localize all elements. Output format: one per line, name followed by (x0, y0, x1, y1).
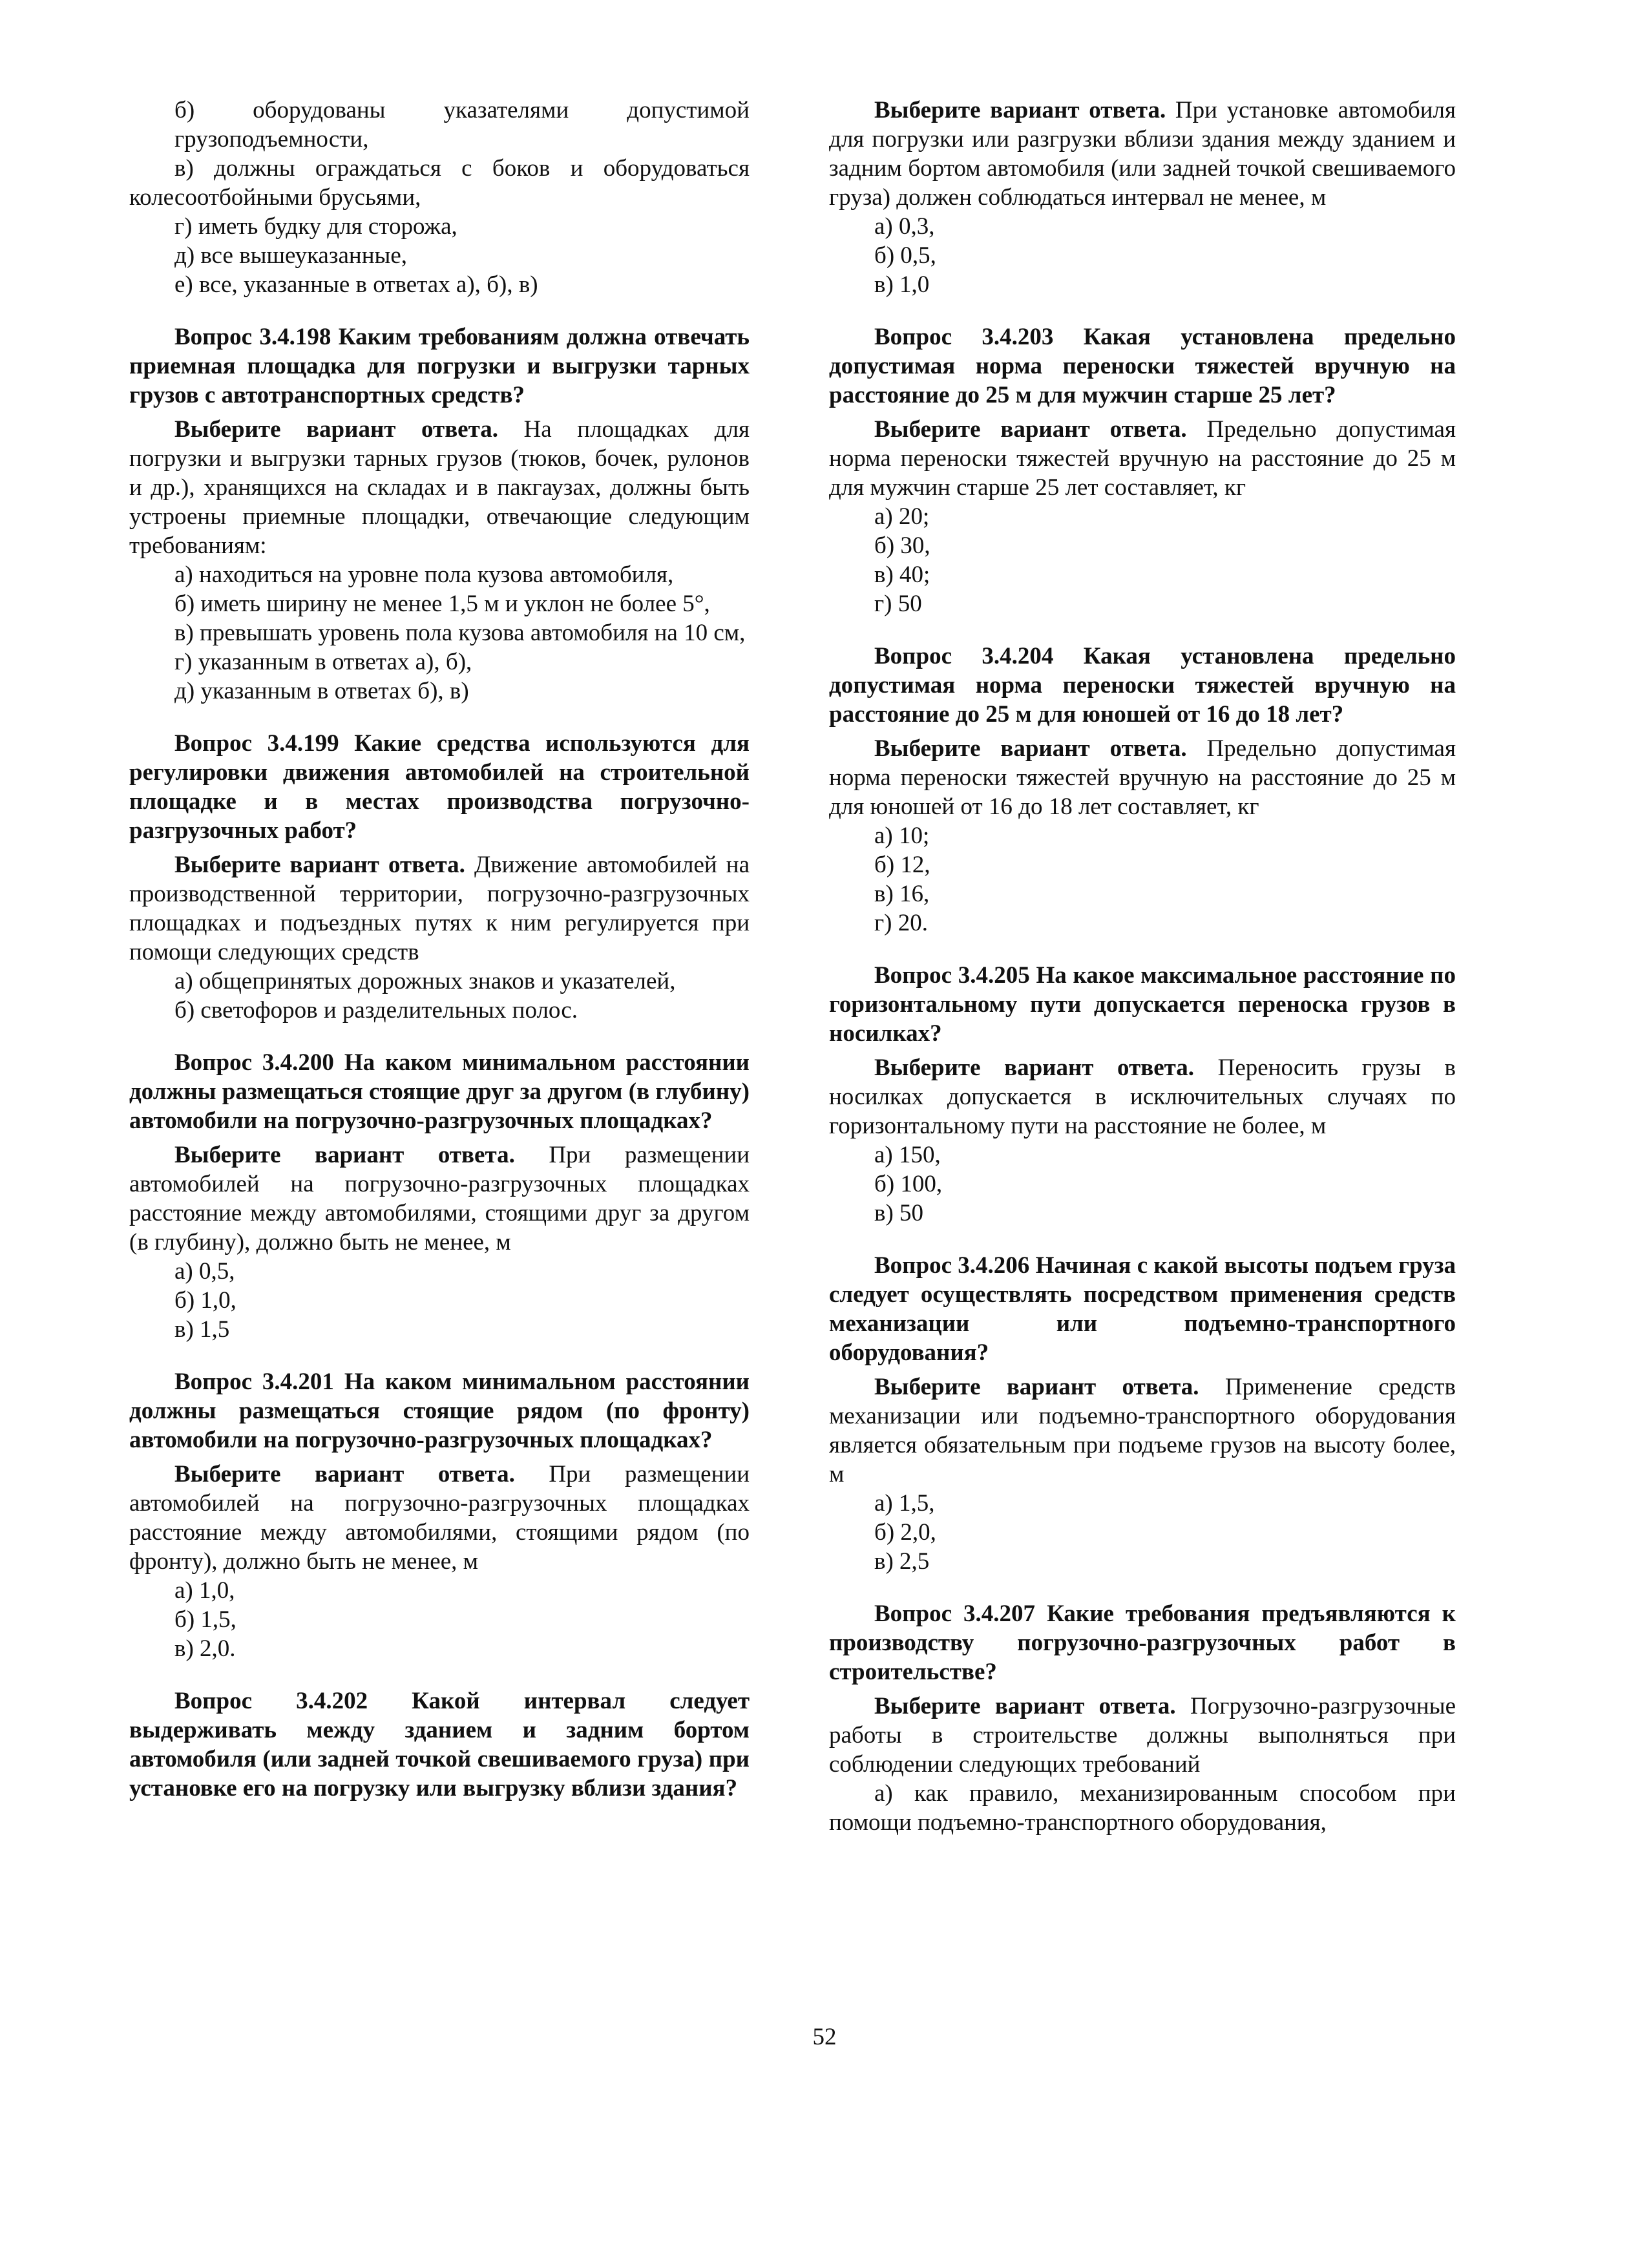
list-item: б) 0,5, (874, 242, 936, 269)
answer-body: При размещении автомобилей на погрузочно-разгрузочных площадках расстояние между автомобилями, стоящими рядом (по фронту), должно быть не менее, м (129, 1461, 750, 1575)
list-item: б) 12, (874, 852, 930, 878)
list-item: е) все, указанные в ответах а), б), в) (174, 271, 538, 298)
question-heading: Вопрос 3.4.207 Какие требования предъявляются к производству погрузочно-разгрузочных работ в строительстве? (829, 1601, 1456, 1685)
list-item: а) 1,0, (174, 1577, 235, 1604)
answer-body: При установке автомобиля для погрузки или разгрузки вблизи здания между зданием и задним бортом автомобиля (или задней точкой свешиваемого груза) должен соблюдаться интервал не менее, м (829, 97, 1456, 211)
question-heading: Вопрос 3.4.202 Какой интервал следует выдерживать между зданием и задним бортом автомобиля (или задней точкой свешиваемого груза) при установке его на погрузку или выгрузку вблизи здания? (129, 1688, 750, 1801)
list-item: в) 50 (874, 1200, 924, 1226)
question-heading: Вопрос 3.4.204 Какая установлена предельно допустимая норма переноски тяжестей вручную на расстояние до 25 м для юношей от 16 до 18 лет? (829, 643, 1456, 728)
answer-body: Движение автомобилей на производственной территории, погрузочно-разгрузочных площадках и подъездных путях к ним регулируется при помощи следующих средств (129, 852, 750, 965)
list-item: а) находиться на уровне пола кузова автомобиля, (174, 562, 674, 588)
answer-lead: Выберите вариант ответа. (174, 852, 465, 878)
answer-text (829, 1053, 1456, 1140)
answer-lead: Выберите вариант ответа. (874, 1055, 1195, 1081)
list-item: г) 20. (874, 910, 928, 936)
answer-body: Предельно допустимая норма переноски тяжестей вручную на расстояние до 25 м для юношей от 16 до 18 лет составляет, кг (829, 735, 1456, 820)
list-item: б) светофоров и разделительных полос. (174, 997, 578, 1024)
list-item: б) 2,0, (874, 1519, 936, 1546)
list-item: г) указанным в ответах а), б), (174, 649, 472, 675)
list-item: б) 1,5, (174, 1606, 236, 1633)
list-item: а) 10; (874, 823, 930, 849)
answer-body: Погрузочно-разгрузочные работы в строительстве должны выполняться при соблюдении следующих требований (829, 1693, 1456, 1778)
answer-lead: Выберите вариант ответа. (874, 1693, 1176, 1719)
answer-body: Переносить грузы в носилках допускается в исключительных случаях по горизонтальному пути на расстояние не более, м (829, 1055, 1456, 1139)
question-heading: Вопрос 3.4.205 На какое максимальное расстояние по горизонтальному пути допускается переноска грузов в носилках? (829, 962, 1456, 1047)
list-item: в) должны ограждаться с боков и оборудоваться колесоотбойными брусьями, (129, 155, 750, 211)
question-heading: Вопрос 3.4.198 Каким требованиям должна отвечать приемная площадка для погрузки и выгрузки тарных грузов с автотранспортных средств? (129, 324, 750, 408)
answer-lead: Выберите вариант ответа. (174, 416, 498, 443)
right-column (829, 96, 1456, 1837)
list-item: б) 30, (874, 532, 930, 559)
answer-text (129, 415, 750, 560)
answer-body: Применение средств механизации или подъемно-транспортного оборудования является обязательным при подъеме грузов на высоту более, м (829, 1374, 1456, 1487)
list-item: б) 1,0, (174, 1287, 236, 1314)
list-item: в) 40; (874, 562, 930, 588)
list-item: г) иметь будку для сторожа, (174, 213, 457, 240)
list-item: а) 1,5, (874, 1490, 935, 1517)
list-item: в) превышать уровень пола кузова автомобиля на 10 см, (174, 620, 746, 646)
list-item: б) оборудованы указателями допустимой грузоподъемности, (174, 97, 750, 152)
answer-text (129, 850, 750, 967)
answer-text (829, 415, 1456, 502)
question-heading: Вопрос 3.4.199 Какие средства используются для регулировки движения автомобилей на строительной площадке и в местах производства погрузочно-разгрузочных работ? (129, 730, 750, 844)
list-item: д) все вышеуказанные, (174, 242, 408, 269)
list-item: в) 1,0 (874, 271, 930, 298)
answer-body: Предельно допустимая норма переноски тяжестей вручную на расстояние до 25 м для мужчин старше 25 лет составляет, кг (829, 416, 1456, 501)
list-item: в) 2,5 (874, 1548, 930, 1575)
list-item: д) указанным в ответах б), в) (174, 678, 469, 704)
answer-lead: Выберите вариант ответа. (874, 416, 1187, 443)
list-item: а) как правило, механизированным способом при помощи подъемно-транспортного оборудования, (829, 1780, 1456, 1836)
answer-text (129, 1140, 750, 1257)
list-item: а) 20; (874, 503, 930, 530)
answer-text (829, 1692, 1456, 1779)
question-heading: Вопрос 3.4.206 Начиная с какой высоты подъем груза следует осуществлять посредством применения средств механизации или подъемно-транспортного оборудования? (829, 1252, 1456, 1366)
list-item: а) 150, (874, 1142, 941, 1168)
list-item: а) 0,3, (874, 213, 935, 240)
question-heading: Вопрос 3.4.203 Какая установлена предельно допустимая норма переноски тяжестей вручную на расстояние до 25 м для мужчин старше 25 лет? (829, 324, 1456, 408)
question-heading: Вопрос 3.4.200 На каком минимальном расстоянии должны размещаться стоящие друг за другом (в глубину) автомобили на погрузочно-разгрузочных площадках? (129, 1049, 750, 1134)
answer-text (829, 1372, 1456, 1489)
answer-lead: Выберите вариант ответа. (874, 97, 1166, 123)
list-item: г) 50 (874, 591, 922, 617)
answer-body: На площадках для погрузки и выгрузки тарных грузов (тюков, бочек, рулонов и др.), хранящихся на складах и в пакгаузах, должны быть устроены приемные площадки, отвечающие следующим требованиям: (129, 416, 750, 559)
answer-lead: Выберите вариант ответа. (174, 1461, 515, 1487)
answer-text (829, 96, 1456, 212)
answer-body: При размещении автомобилей на погрузочно-разгрузочных площадках расстояние между автомобилями, стоящими друг за другом (в глубину), должно быть не менее, м (129, 1142, 750, 1255)
page-number: 52 (812, 2024, 837, 2050)
answer-lead: Выберите вариант ответа. (874, 735, 1187, 762)
list-item: в) 1,5 (174, 1316, 230, 1343)
list-item: б) 100, (874, 1171, 943, 1197)
list-item: б) иметь ширину не менее 1,5 м и уклон не более 5°, (174, 591, 710, 617)
answer-text (129, 1460, 750, 1576)
question-heading: Вопрос 3.4.201 На каком минимальном расстоянии должны размещаться стоящие рядом (по фронту) автомобили на погрузочно-разгрузочных площадках? (129, 1369, 750, 1453)
list-item: в) 2,0. (174, 1635, 236, 1662)
left-column (129, 96, 750, 1808)
answer-lead: Выберите вариант ответа. (174, 1142, 515, 1168)
list-item: в) 16, (874, 881, 930, 907)
answer-text (829, 734, 1456, 821)
list-item: а) 0,5, (174, 1258, 235, 1285)
answer-lead: Выберите вариант ответа. (874, 1374, 1199, 1400)
list-item: а) общепринятых дорожных знаков и указателей, (174, 968, 676, 994)
